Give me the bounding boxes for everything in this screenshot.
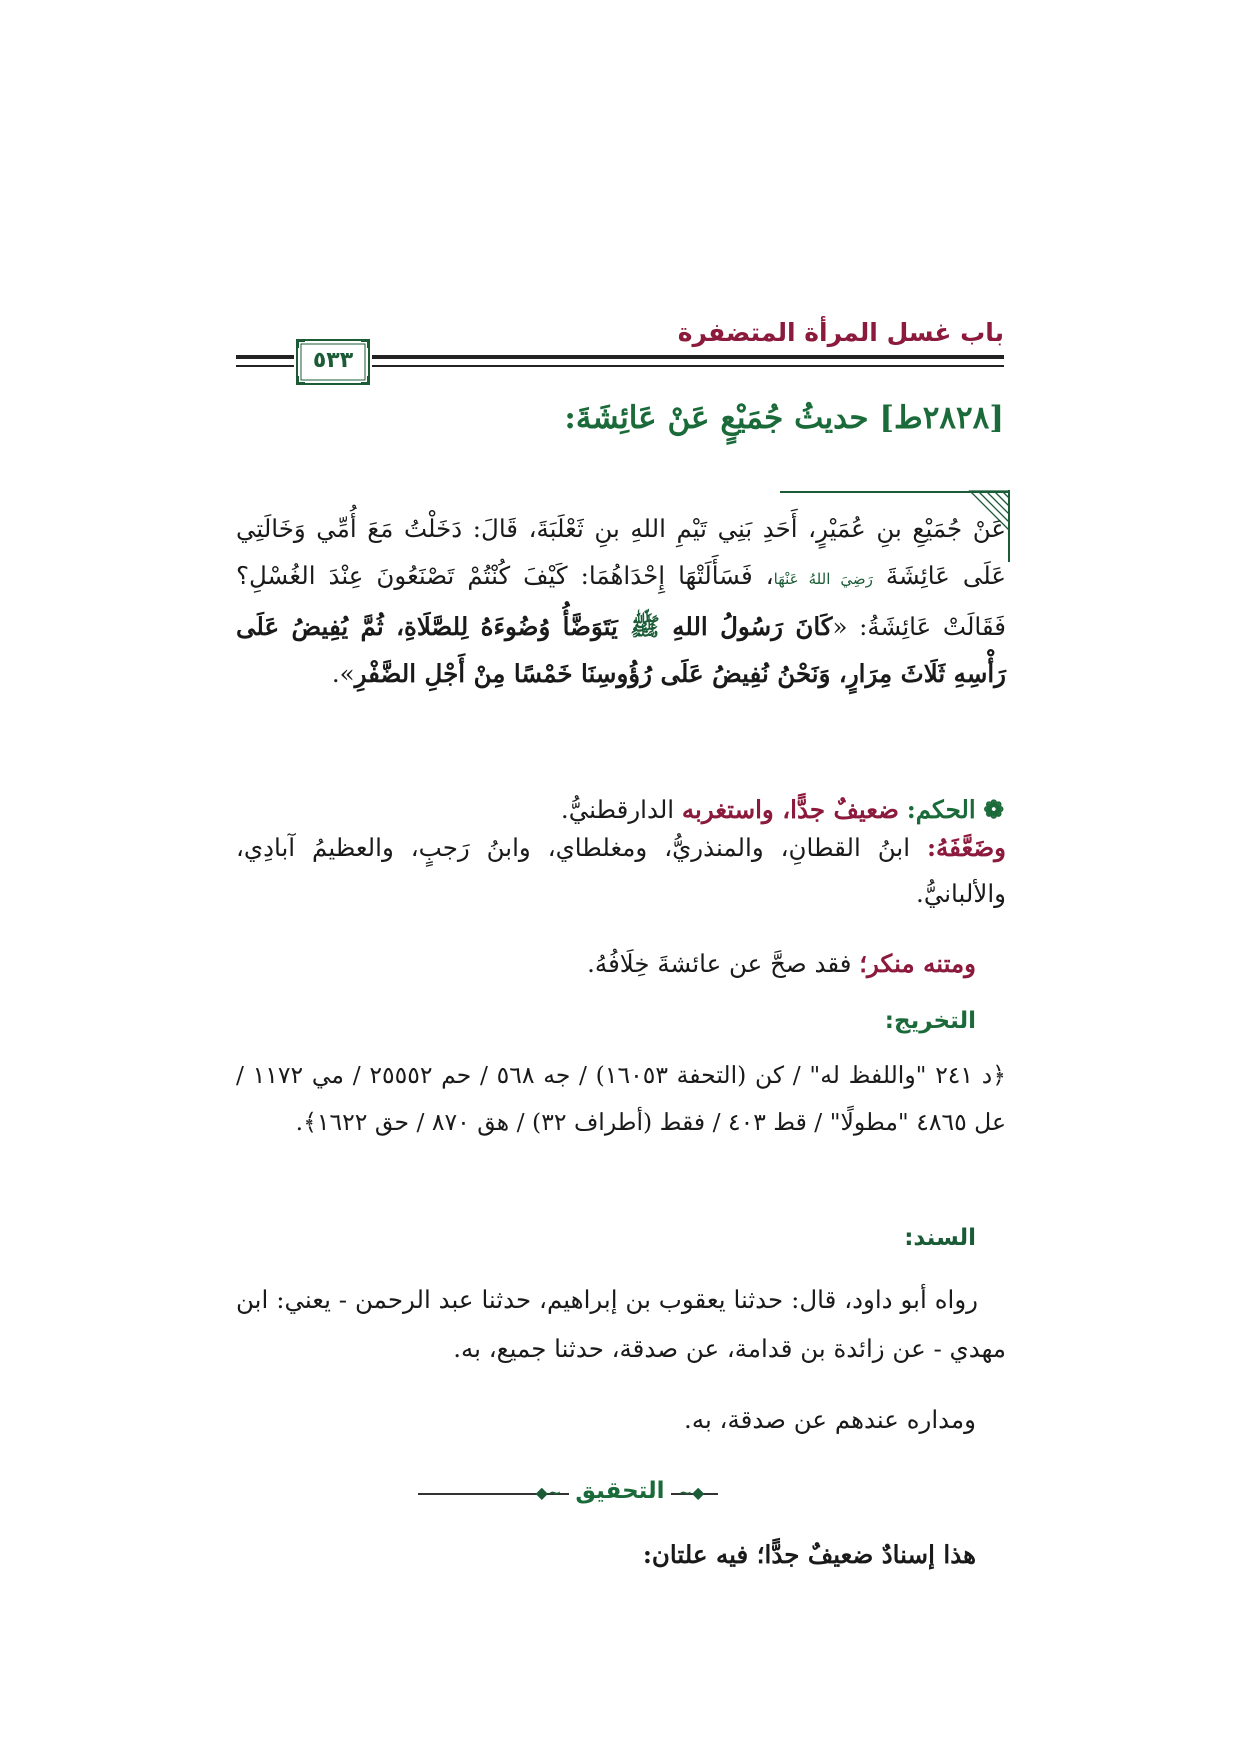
hadith-text (236, 505, 1006, 697)
flourish-right-icon: ~◆ (535, 1483, 562, 1502)
chapter-title: باب غسل المرأة المتضفرة (677, 318, 1004, 347)
matn-line (587, 949, 976, 978)
header-rule-left (236, 355, 294, 359)
header-rule-right-thin (372, 365, 1004, 367)
matn-label: ومتنه منكر؛ (859, 949, 976, 978)
weakened-by-label: وضَعَّفَهُ: (926, 833, 1006, 862)
tahqiq-label: التحقيق (569, 1478, 670, 1504)
flourish-left-icon: ◆~ (678, 1483, 705, 1502)
salla-symbol: ﷺ (630, 612, 660, 641)
hadith-quote-2: يَتَوَضَّأُ وُضُوءَهُ لِلصَّلَاةِ، ثُمَّ يُفِيضُ عَلَى رَأْسِهِ ثَلَاثَ مِرَارٍ، وَنَحْنُ نُفِيضُ عَلَى رُؤُوسِنَا خَمْسًا مِنْ أَجْلِ الضَّفْرِ (236, 612, 1006, 688)
page-number: ٥٣٣ (312, 348, 354, 373)
hadith-heading: [٢٨٢٨ط] حديثُ جُمَيْعٍ عَنْ عَائِشَةَ: (564, 400, 1004, 436)
takhrij-text: ﴿د ٢٤١ "واللفظ له" / كن (التحفة ١٦٠٥٣) / جه ٥٦٨ / حم ٢٥٥٥٢ / مي ١١٧٢ / عل ٤٨٦٥ "مطولًا" / قط ٤٠٣ / فقط (أطراف ٣٢) / هق ٨٧٠ / حق ١٦٢٢﴾. (236, 1061, 1006, 1136)
ruling-by: الدارقطنيُّ. (560, 795, 682, 824)
hadith-middle: ، فَسَأَلَتْهَا إِحْدَاهُمَا: كَيْفَ كُنْتُمْ تَصْنَعُونَ عِنْدَ الغُسْلِ؟ فَقَالَتْ عَائِشَةُ: « (236, 561, 1006, 641)
radiya-symbol: رَضِيَ اللهُ عَنْهَا (773, 570, 873, 588)
tahqiq-conclusion: هذا إسنادٌ ضعيفٌ جدًّا؛ فيه علتان: (642, 1540, 976, 1569)
rosette-icon: ❁ (983, 795, 1004, 824)
ruling-label: الحكم: (906, 795, 976, 824)
madar-line: ومداره عندهم عن صدقة، به. (684, 1405, 976, 1434)
weakened-by-paragraph (236, 825, 1006, 917)
hadith-intro: عَنْ جُمَيْعِ بنِ عُمَيْرٍ، أَحَدِ بَنِي تَيْمِ اللهِ بنِ ثَعْلَبَةَ، قَالَ: دَخَلْتُ مَعَ أُمِّي وَخَالَتِي عَلَى عَائِشَةَ (236, 514, 1006, 590)
ruling-line (561, 795, 1004, 824)
header-rule-left-thin (236, 365, 294, 367)
ruling-verdict: ضعيفٌ جدًّا، واستغربه (681, 795, 899, 824)
hadith-quote-1: كَانَ رَسُولُ اللهِ (659, 612, 833, 641)
takhrij-label: التخريج: (884, 1008, 976, 1034)
tahqiq-divider (0, 1478, 1240, 1504)
page-number-badge (296, 339, 370, 385)
sanad-text: رواه أبو داود، قال: حدثنا يعقوب بن إبراهيم، حدثنا عبد الرحمن - يعني: ابن مهدي - عن زائدة بن قدامة، عن صدقة، حدثنا جميع، به. (236, 1285, 1006, 1363)
hadith-closing: ». (331, 659, 355, 688)
weakened-by-names: ابنُ القطانِ، والمنذريُّ، ومغلطاي، وابنُ رَجبٍ، والعظيمُ آبادِي، والألبانيُّ. (236, 833, 1006, 908)
header-rule-right (372, 355, 1004, 359)
matn-text: فقد صحَّ عن عائشةَ خِلَافُهُ. (587, 949, 860, 978)
sanad-label: السند: (904, 1225, 976, 1251)
